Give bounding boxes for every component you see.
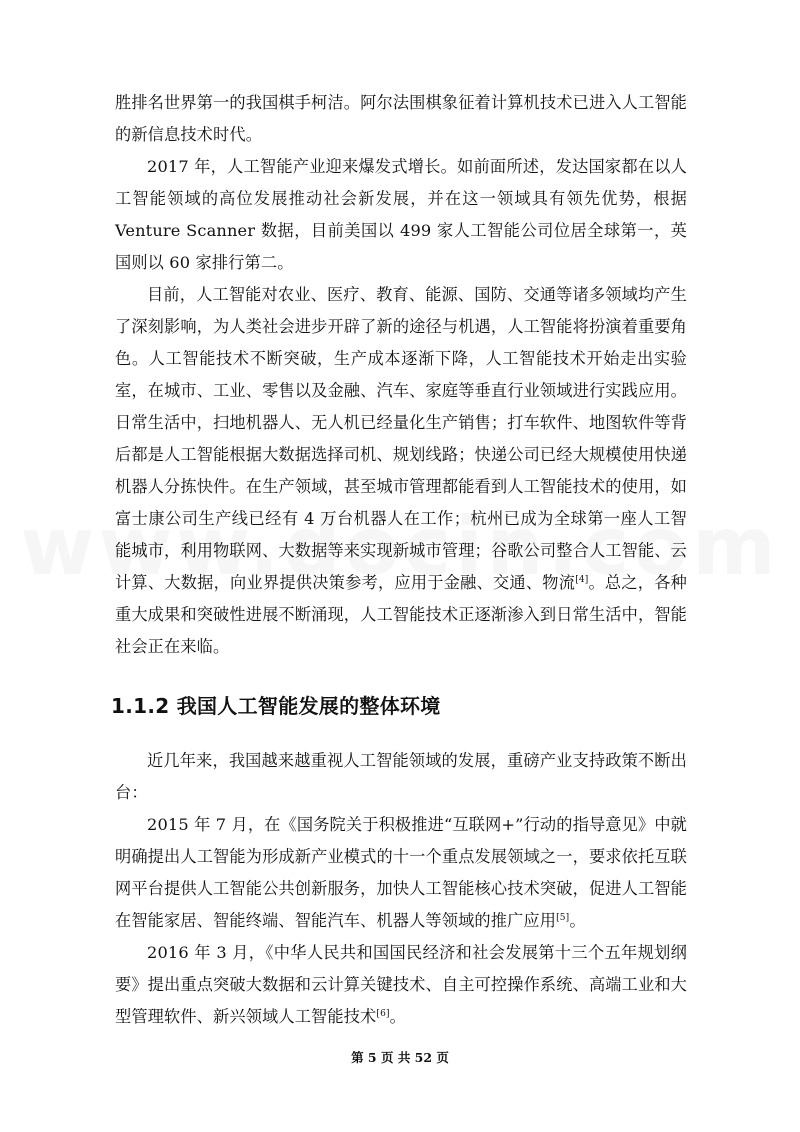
paragraph-applications [115, 279, 687, 663]
paragraph-text: 2015 年 7 月，在《国务院关于积极推进“互联网+”行动的指导意见》中就明确提出人工智能为形成新产业模式的十一个重点发展领域之一，要求依托互联网平台提供人工智能公共创新服务，加快人工智能核心技术突破，促进人工智能在智能家居、智能终端、智能汽车、机器人等领域的推广应用 [115, 815, 687, 930]
paragraph-text: 。 [569, 911, 586, 930]
paragraph-continuation [115, 87, 687, 151]
paragraph-text: 目前，人工智能对农业、医疗、教育、能源、国防、交通等诸多领域均产生了深刻影响，为人类社会进步开辟了新的途径与机遇，人工智能将扮演着重要角色。人工智能技术不断突破，生产成本逐渐下降，人工智能技术开始走出实验室，在城市、工业、零售以及金融、汽车、家庭等垂直行业领域进行实践应用。日常生活中，扫地机器人、无人机已经量化生产销售；打车软件、地图软件等背后都是人工智能根据大数据选择司机、规划线路；快递公司已经大规模使用快递机器人分拣快件。在生产领域，甚至城市管理都能看到人工智能技术的使用，如富士康公司生产线已经有 4 万台机器人在工作；杭州已成为全球第一座人工智能城市，利用物联网、大数据等来实现新城市管理；谷歌公司整合人工智能、云计算、大数据，向业界提供决策参考，应用于金融、交通、物流 [115, 285, 687, 592]
paragraph-text: 胜排名世界第一的我国棋手柯洁。阿尔法围棋象征着计算机技术已进入人工智能的新信息技术时代。 [115, 93, 687, 144]
paragraph-policy-intro [115, 745, 687, 809]
paragraph-2017-growth [115, 151, 687, 279]
paragraph-text: 。 [389, 1007, 406, 1026]
paragraph-text: 近几年来，我国越来越重视人工智能领域的发展，重磅产业支持政策不断出台： [115, 751, 687, 802]
section-heading: 1.1.2 我国人工智能发展的整体环境 [111, 694, 441, 718]
paragraph-text: 2016 年 3 月，《中华人民共和国国民经济和社会发展第十三个五年规划纲要》提出重点突破大数据和云计算关键技术、自主可控操作系统、高端工业和大型管理软件、新兴领域人工智能技术 [115, 943, 687, 1026]
paragraph-2015-policy [115, 809, 687, 937]
paragraph-2016-plan [115, 937, 687, 1033]
paragraph-text: 2017 年，人工智能产业迎来爆发式增长。如前面所述，发达国家都在以人工智能领域的高位发展推动社会新发展，并在这一领域具有领先优势，根据 Venture Scanner 数据，目前美国以 499 家人工智能公司位居全球第一，英国则以 60 家排行第二。 [115, 157, 687, 272]
paragraph-text: 。总之，各种重大成果和突破性进展不断涌现，人工智能技术正逐渐渗入到日常生活中，智能社会正在来临。 [115, 573, 688, 656]
citation-4: [4] [575, 575, 589, 585]
citation-6: [6] [376, 1009, 390, 1019]
citation-5: [5] [556, 913, 570, 923]
page-footer: 第 5 页 共 52 页 [351, 1050, 449, 1065]
document-body [111, 87, 688, 1033]
